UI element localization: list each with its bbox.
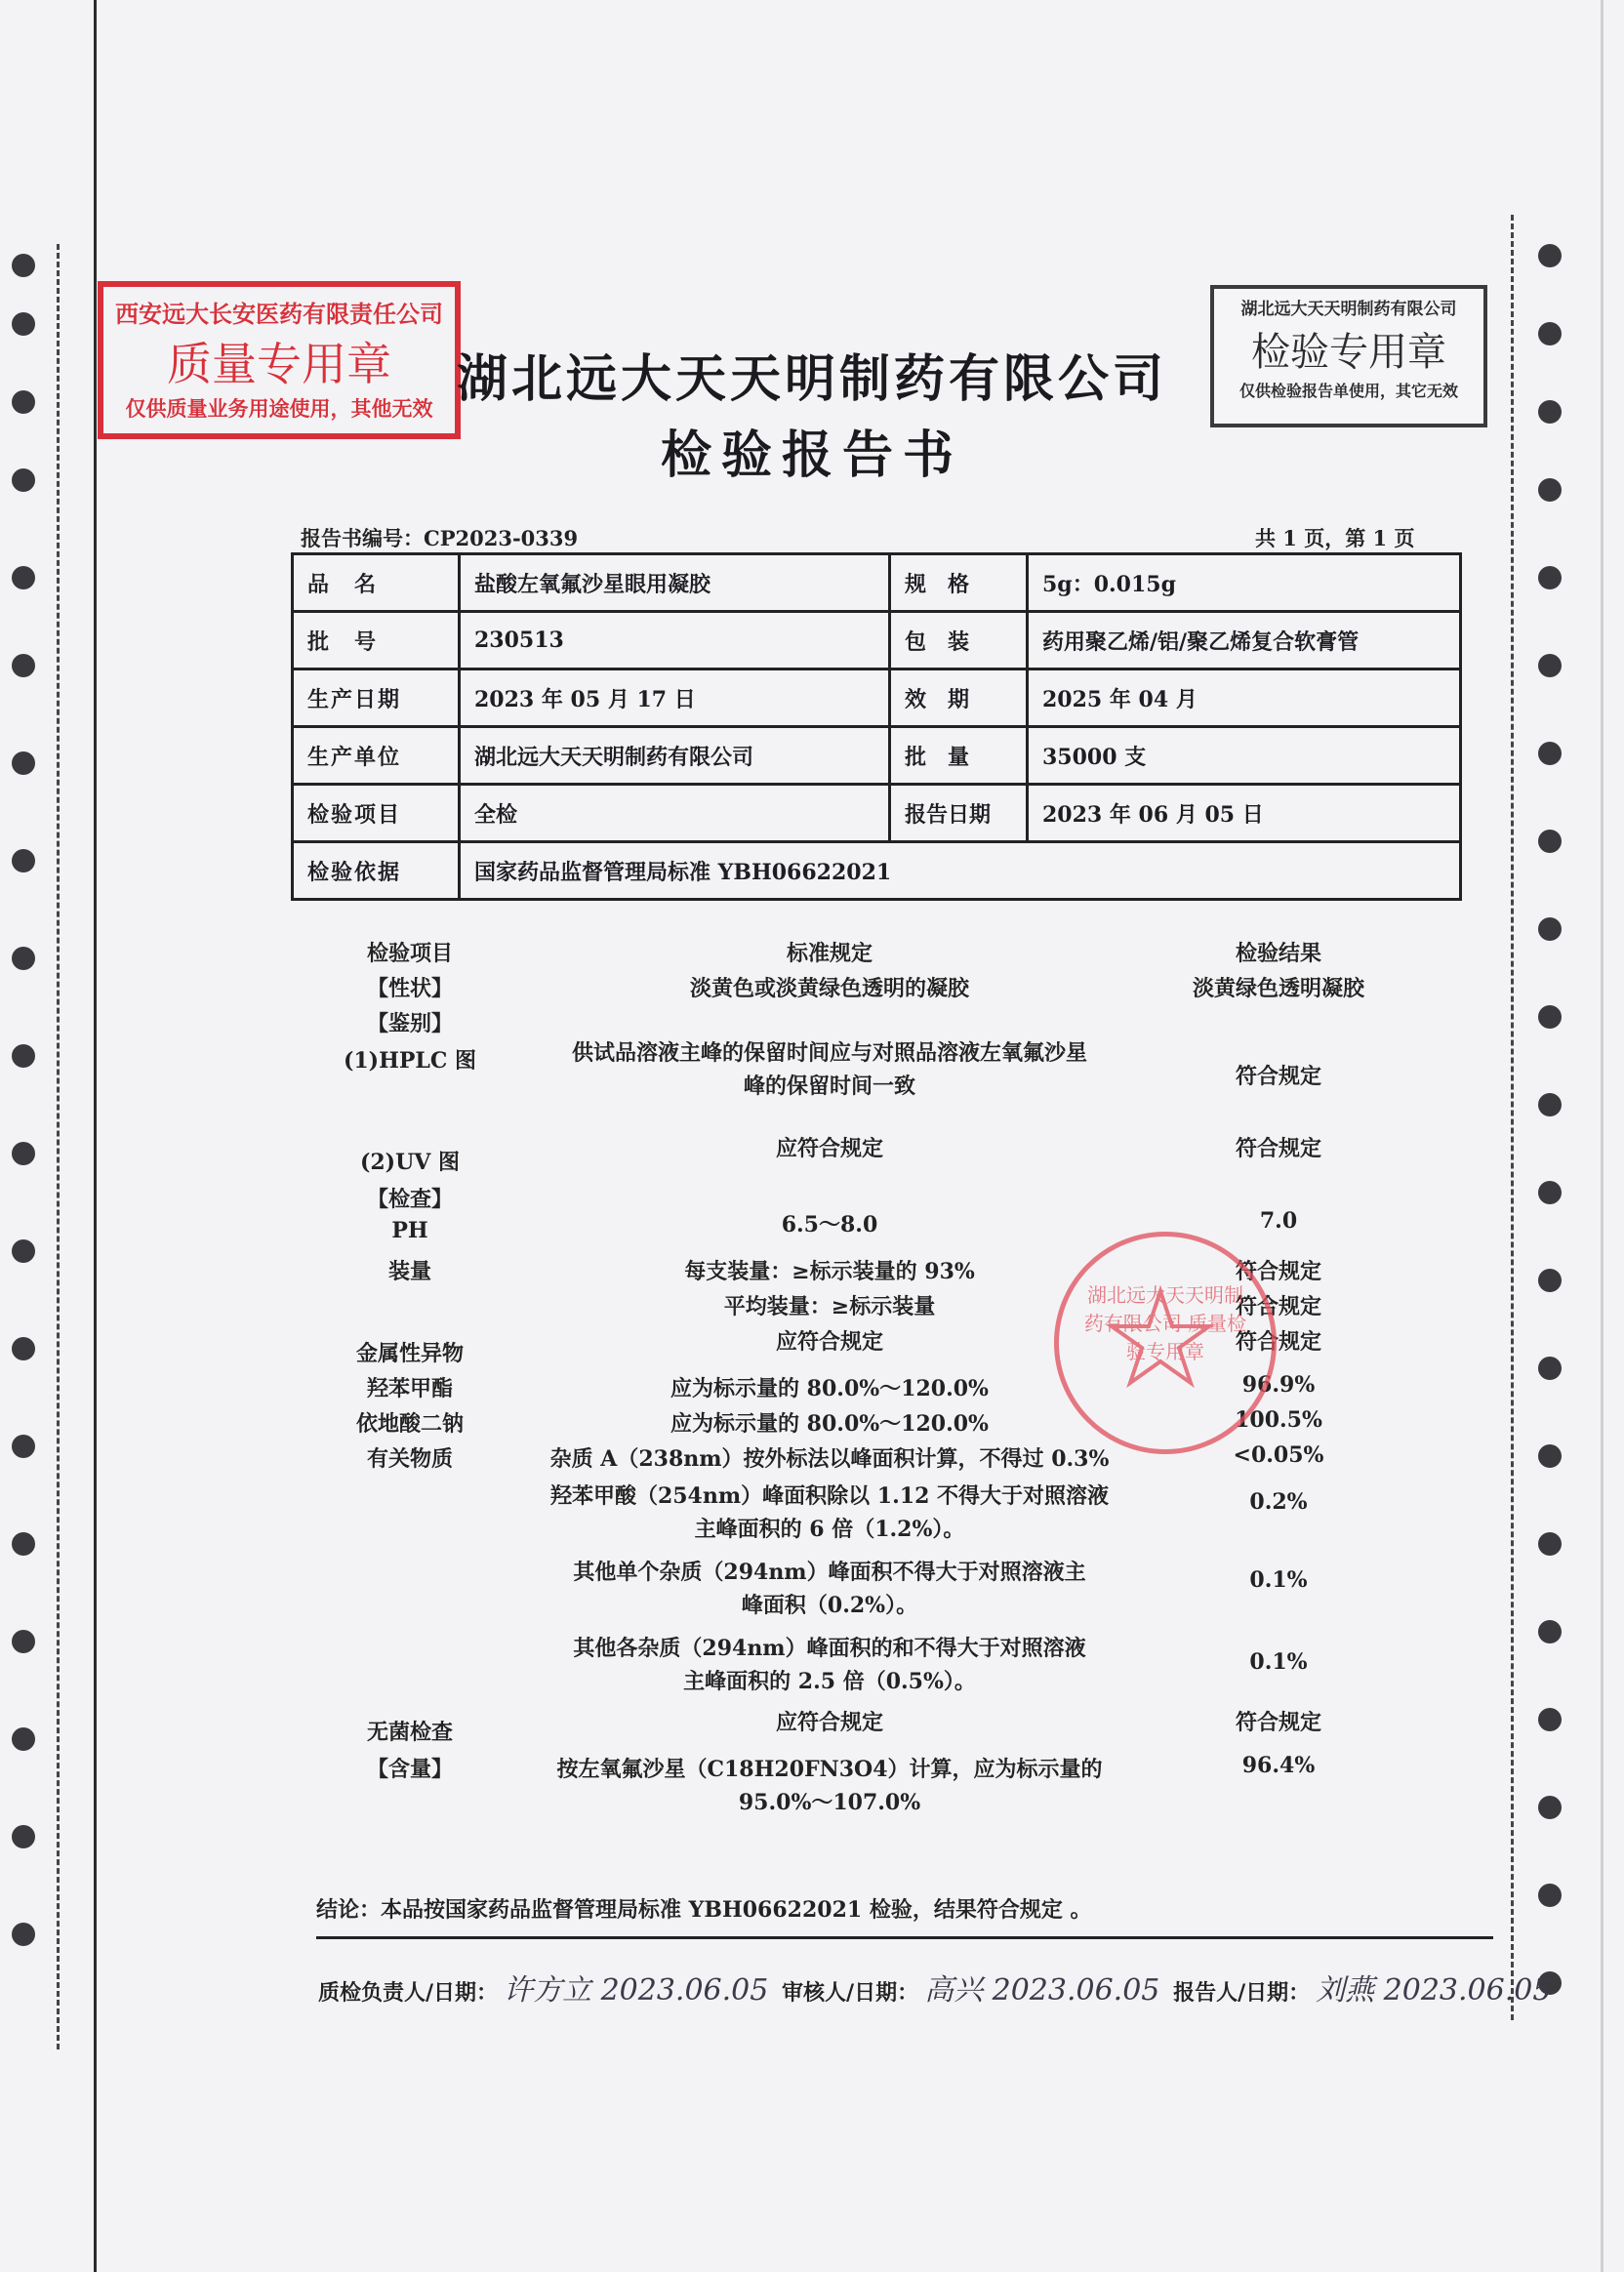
red-company-seal — [1054, 1232, 1277, 1454]
left-tear-line — [57, 244, 60, 2049]
item-name: 依地酸二钠 — [355, 1411, 464, 1437]
item-name: (2)UV 图 — [359, 1150, 461, 1175]
value-basis: 国家药品监督管理局标准 YBH06622021 — [460, 842, 1461, 900]
seal-text: 湖北远大天天明制药有限公司 质量检验专用章 — [1083, 1283, 1247, 1363]
inspection-stamp-note: 仅供检验报告单使用，其它无效 — [1238, 382, 1458, 400]
item-name: 【性状】 — [366, 976, 453, 1001]
item-name: 有关物质 — [366, 1446, 453, 1472]
header-item: 检验项目 — [366, 941, 453, 966]
label-test-item: 检验项目 — [293, 785, 460, 842]
signature-line — [318, 1966, 1557, 2008]
item-standard: 应符合规定 — [775, 1329, 883, 1355]
qc-signature: 许方立 2023.06.05 — [504, 1973, 769, 2008]
value-producer: 湖北远大天天明制药有限公司 — [460, 727, 890, 785]
item-standard: 每支装量：≥标示装量的 93% — [684, 1259, 975, 1284]
right-perforation — [1532, 244, 1571, 2049]
item-result: <0.05% — [1233, 1442, 1324, 1468]
item-result: 0.1% — [1249, 1649, 1308, 1675]
value-report-date: 2023 年 06 月 05 日 — [1028, 785, 1461, 842]
table-row — [293, 842, 1461, 900]
label-producer: 生产单位 — [293, 727, 460, 785]
item-result: 0.2% — [1249, 1489, 1308, 1515]
value-batch: 230513 — [460, 612, 890, 669]
left-perforation — [6, 244, 45, 2049]
item-standard: 应符合规定 — [775, 1136, 883, 1161]
quality-stamp-company: 西安远大长安医药有限责任公司 — [115, 301, 443, 328]
inspection-stamp — [1210, 285, 1487, 427]
value-product-name: 盐酸左氧氟沙星眼用凝胶 — [460, 554, 890, 612]
label-product-name: 品 名 — [293, 554, 460, 612]
item-standard: 供试品溶液主峰的保留时间应与对照品溶液左氧氟沙星峰的保留时间一致 — [571, 1040, 1087, 1099]
item-name: 【检查】 — [366, 1187, 453, 1212]
conclusion-divider — [316, 1936, 1493, 1939]
label-basis: 检验依据 — [293, 842, 460, 900]
item-name: PH — [391, 1218, 428, 1243]
value-expiry: 2025 年 04 月 — [1028, 669, 1461, 727]
header-result: 检验结果 — [1235, 941, 1321, 966]
item-standard: 按左氧氟沙星（C18H20FN3O4）计算，应为标示量的 95.0%～107.0% — [556, 1757, 1103, 1815]
item-standard: 平均装量：≥标示装量 — [723, 1294, 936, 1319]
item-result: 符合规定 — [1235, 1064, 1321, 1089]
quality-stamp-name: 质量专用章 — [167, 338, 391, 390]
item-result: 符合规定 — [1235, 1136, 1321, 1161]
reporter-label: 报告人/日期： — [1173, 1980, 1311, 2006]
label-expiry: 效 期 — [890, 669, 1028, 727]
report-title: 检验报告书 — [660, 426, 963, 485]
quality-stamp-note: 仅供质量业务用途使用，其他无效 — [125, 397, 433, 421]
table-row — [293, 554, 1461, 612]
item-result: 符合规定 — [1235, 1710, 1321, 1735]
item-result: 符合规定 — [1235, 1259, 1321, 1284]
value-test-item: 全检 — [460, 785, 890, 842]
table-row — [293, 612, 1461, 669]
item-standard: 其他各杂质（294nm）峰面积的和不得大于对照溶液主峰面积的 2.5 倍（0.5%）。 — [573, 1636, 1086, 1694]
table-row — [293, 785, 1461, 842]
item-standard: 6.5～8.0 — [781, 1212, 878, 1237]
value-mfg-date: 2023 年 05 月 17 日 — [460, 669, 890, 727]
item-result: 符合规定 — [1235, 1294, 1321, 1319]
report-number: 报告书编号：CP2023-0339 — [301, 526, 579, 550]
item-result: 淡黄绿色透明凝胶 — [1192, 976, 1364, 1001]
qc-label: 质检负责人/日期： — [318, 1980, 499, 2006]
item-standard: 应符合规定 — [775, 1710, 883, 1735]
item-name: 【鉴别】 — [366, 1011, 453, 1036]
item-name: 金属性异物 — [355, 1341, 464, 1366]
label-batch: 批 号 — [293, 612, 460, 669]
item-standard: 杂质 A（238nm）按外标法以峰面积计算，不得过 0.3% — [549, 1446, 1110, 1472]
label-mfg-date: 生产日期 — [293, 669, 460, 727]
company-title: 湖北远大天天明制药有限公司 — [456, 349, 1167, 409]
reporter-signature: 刘燕 2023.06.05 — [1316, 1973, 1552, 2008]
value-package: 药用聚乙烯/铝/聚乙烯复合软膏管 — [1028, 612, 1461, 669]
label-spec: 规 格 — [890, 554, 1028, 612]
item-standard: 其他单个杂质（294nm）峰面积不得大于对照溶液主峰面积（0.2%）。 — [573, 1560, 1086, 1618]
inspection-stamp-company: 湖北远大天天明制药有限公司 — [1240, 300, 1457, 319]
label-quantity: 批 量 — [890, 727, 1028, 785]
item-standard: 羟苯甲酸（254nm）峰面积除以 1.12 不得大于对照溶液主峰面积的 6 倍（1.2%）。 — [549, 1483, 1110, 1542]
item-result: 100.5% — [1235, 1407, 1322, 1433]
item-name: 羟苯甲酯 — [366, 1376, 453, 1401]
item-name: 装量 — [387, 1259, 431, 1284]
item-standard: 应为标示量的 80.0%～120.0% — [670, 1411, 989, 1437]
item-standard: 应为标示量的 80.0%～120.0% — [670, 1376, 989, 1401]
item-result: 96.4% — [1241, 1753, 1316, 1778]
item-result: 符合规定 — [1235, 1329, 1321, 1355]
conclusion-text: 结论：本品按国家药品监督管理局标准 YBH06622021 检验，结果符合规定 。 — [316, 1897, 1092, 1923]
label-report-date: 报告日期 — [890, 785, 1028, 842]
table-row — [293, 669, 1461, 727]
page-count: 共 1 页，第 1 页 — [1255, 526, 1415, 550]
item-result: 7.0 — [1259, 1208, 1298, 1234]
value-quantity: 35000 支 — [1028, 727, 1461, 785]
item-result: 0.1% — [1249, 1567, 1308, 1593]
reviewer-label: 审核人/日期： — [782, 1980, 919, 2006]
value-spec: 5g：0.015g — [1028, 554, 1461, 612]
item-name: 无菌检查 — [366, 1720, 453, 1745]
item-result: 96.9% — [1241, 1372, 1316, 1398]
table-row — [293, 727, 1461, 785]
product-info-table — [291, 552, 1462, 901]
header-standard: 标准规定 — [786, 941, 873, 966]
item-name: 【含量】 — [366, 1757, 453, 1782]
item-standard: 淡黄色或淡黄绿色透明的凝胶 — [689, 976, 969, 1001]
inspection-stamp-name: 检验专用章 — [1251, 330, 1446, 375]
reviewer-signature: 高兴 2023.06.05 — [924, 1973, 1160, 2008]
item-name: (1)HPLC 图 — [343, 1048, 477, 1074]
label-package: 包 装 — [890, 612, 1028, 669]
